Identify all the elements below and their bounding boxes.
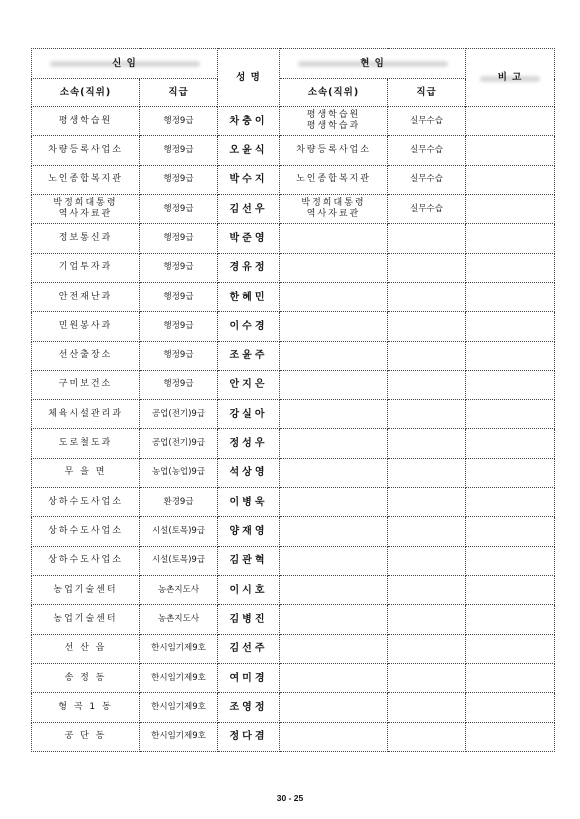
- current-grade-cell: 실무수습: [388, 165, 466, 194]
- new-dept-line: 농업기술센터: [53, 613, 118, 624]
- current-dept-cell: [280, 400, 388, 429]
- new-grade-cell: 행정9급: [140, 224, 218, 253]
- new-dept-cell: [32, 224, 140, 253]
- new-dept-line: 도로철도과: [58, 438, 113, 449]
- new-dept-line: 정보통신과: [58, 232, 113, 243]
- current-grade-cell: [388, 488, 466, 517]
- new-dept-cell: [32, 400, 140, 429]
- remarks-cell: [466, 429, 555, 458]
- current-dept-cell: [280, 693, 388, 722]
- name-cell: 양재영: [218, 517, 280, 546]
- current-dept-line: 차량등록사업소: [296, 144, 371, 155]
- table-row: [32, 517, 555, 546]
- new-dept-line: 선 산 읍: [64, 643, 107, 654]
- remarks-cell: [466, 282, 555, 311]
- new-dept-line: 안전재난과: [58, 291, 113, 302]
- remarks-cell: [466, 312, 555, 341]
- new-grade-cell: 한시임기제9호: [140, 634, 218, 663]
- table-row: [32, 107, 555, 136]
- new-dept-header: 소속(직위): [32, 79, 140, 107]
- current-dept-line-2: 평생학습과: [306, 121, 361, 132]
- current-grade-cell: 실무수습: [388, 194, 466, 223]
- current-grade-header: 직급: [388, 79, 466, 107]
- new-grade-cell: 시설(토목)9급: [140, 517, 218, 546]
- current-grade-cell: [388, 722, 466, 751]
- new-dept-cell: [32, 282, 140, 311]
- name-cell: 이병욱: [218, 488, 280, 517]
- new-grade-cell: 행정9급: [140, 107, 218, 136]
- remarks-cell: [466, 194, 555, 223]
- current-grade-cell: [388, 312, 466, 341]
- table-row: [32, 400, 555, 429]
- new-appointment-header: 신 임: [32, 49, 218, 79]
- new-grade-cell: 행정9급: [140, 136, 218, 165]
- new-dept-line: 민원봉사과: [58, 320, 113, 331]
- table-row: [32, 634, 555, 663]
- current-dept-cell: [280, 312, 388, 341]
- current-grade-cell: [388, 693, 466, 722]
- current-dept-cell: [280, 576, 388, 605]
- new-dept-cell: [32, 663, 140, 692]
- new-dept-line: 형 곡 1 동: [58, 701, 113, 712]
- new-dept-cell: [32, 194, 140, 223]
- table-row: [32, 429, 555, 458]
- remarks-cell: [466, 693, 555, 722]
- current-grade-cell: [388, 634, 466, 663]
- new-dept-cell: [32, 605, 140, 634]
- name-cell: 이수경: [218, 312, 280, 341]
- name-cell: 안지은: [218, 370, 280, 399]
- new-grade-cell: 농촌지도사: [140, 576, 218, 605]
- table-row: [32, 663, 555, 692]
- new-dept-cell: [32, 546, 140, 575]
- page-number: 30 - 25: [276, 793, 304, 803]
- new-grade-cell: 행정9급: [140, 312, 218, 341]
- current-dept-cell: [280, 517, 388, 546]
- new-dept-line: 무 을 면: [64, 467, 107, 478]
- new-dept-cell: [32, 136, 140, 165]
- name-cell: 한혜민: [218, 282, 280, 311]
- name-cell: 김선우: [218, 194, 280, 223]
- current-grade-cell: [388, 341, 466, 370]
- new-dept-line: 상하수도사업소: [48, 526, 123, 537]
- remarks-cell: [466, 488, 555, 517]
- table-row: [32, 693, 555, 722]
- remarks-cell: [466, 165, 555, 194]
- current-dept-cell: [280, 282, 388, 311]
- name-cell: 박준영: [218, 224, 280, 253]
- name-cell: 오윤식: [218, 136, 280, 165]
- new-grade-cell: 한시임기제9호: [140, 693, 218, 722]
- table-header-row-1: [32, 49, 555, 79]
- new-grade-header: 직급: [140, 79, 218, 107]
- new-dept-cell: [32, 165, 140, 194]
- new-grade-cell: 공업(전기)9급: [140, 429, 218, 458]
- name-cell: 경유정: [218, 253, 280, 282]
- remarks-cell: [466, 546, 555, 575]
- name-cell: 김선주: [218, 634, 280, 663]
- table-row: [32, 194, 555, 223]
- current-grade-cell: [388, 400, 466, 429]
- current-dept-line: 평생학습원: [306, 110, 361, 121]
- current-grade-cell: [388, 546, 466, 575]
- remarks-cell: [466, 224, 555, 253]
- new-dept-cell: [32, 312, 140, 341]
- new-dept-line: 선산출장소: [58, 350, 113, 361]
- table-row: [32, 224, 555, 253]
- new-dept-cell: [32, 576, 140, 605]
- name-cell: 여미경: [218, 663, 280, 692]
- new-grade-cell: 한시임기제9호: [140, 663, 218, 692]
- new-dept-line: 박정희대통령: [53, 198, 118, 209]
- current-grade-cell: [388, 282, 466, 311]
- new-dept-line: 농업기술센터: [53, 584, 118, 595]
- name-cell: 이시호: [218, 576, 280, 605]
- current-grade-cell: [388, 253, 466, 282]
- name-cell: 강실아: [218, 400, 280, 429]
- new-dept-line: 평생학습원: [58, 115, 113, 126]
- name-cell: 차충이: [218, 107, 280, 136]
- new-grade-cell: 행정9급: [140, 341, 218, 370]
- name-header: 성 명: [218, 49, 280, 107]
- current-dept-cell: [280, 165, 388, 194]
- new-dept-line: 상하수도사업소: [48, 496, 123, 507]
- current-dept-cell: [280, 224, 388, 253]
- new-grade-cell: 행정9급: [140, 282, 218, 311]
- current-dept-line: 박정희대통령: [301, 198, 366, 209]
- new-dept-line: 상하수도사업소: [48, 555, 123, 566]
- new-dept-cell: [32, 107, 140, 136]
- new-grade-cell: 농촌지도사: [140, 605, 218, 634]
- new-dept-line: 차량등록사업소: [48, 144, 123, 155]
- remarks-cell: [466, 722, 555, 751]
- new-dept-cell: [32, 722, 140, 751]
- current-grade-cell: [388, 663, 466, 692]
- new-dept-cell: [32, 517, 140, 546]
- current-dept-cell: [280, 663, 388, 692]
- current-grade-cell: [388, 576, 466, 605]
- current-grade-cell: [388, 458, 466, 487]
- current-dept-cell: [280, 253, 388, 282]
- new-dept-line: 체육시설관리과: [48, 408, 123, 419]
- name-cell: 조윤주: [218, 341, 280, 370]
- new-dept-line: 구미보건소: [58, 379, 113, 390]
- new-dept-cell: [32, 253, 140, 282]
- current-dept-cell: [280, 370, 388, 399]
- current-dept-cell: [280, 546, 388, 575]
- remarks-cell: [466, 107, 555, 136]
- remarks-cell: [466, 663, 555, 692]
- current-dept-cell: [280, 488, 388, 517]
- current-dept-cell: [280, 341, 388, 370]
- table-row: [32, 576, 555, 605]
- new-grade-cell: 시설(토목)9급: [140, 546, 218, 575]
- new-grade-cell: 행정9급: [140, 194, 218, 223]
- current-grade-cell: 실무수습: [388, 107, 466, 136]
- table-row: [32, 605, 555, 634]
- current-dept-cell: [280, 722, 388, 751]
- name-cell: 조영정: [218, 693, 280, 722]
- new-dept-line: 기업투자과: [58, 262, 113, 273]
- new-dept-cell: [32, 634, 140, 663]
- table-row: [32, 546, 555, 575]
- new-grade-cell: 행정9급: [140, 165, 218, 194]
- current-dept-line-2: 역사자료관: [306, 209, 361, 220]
- remarks-cell: [466, 136, 555, 165]
- name-cell: 박수지: [218, 165, 280, 194]
- name-cell: 정성우: [218, 429, 280, 458]
- new-dept-cell: [32, 458, 140, 487]
- current-dept-cell: [280, 136, 388, 165]
- current-dept-cell: [280, 107, 388, 136]
- new-dept-cell: [32, 488, 140, 517]
- current-dept-header: 소속(직위): [280, 79, 388, 107]
- table-row: [32, 722, 555, 751]
- remarks-cell: [466, 517, 555, 546]
- new-dept-cell: [32, 370, 140, 399]
- name-cell: 정다겸: [218, 722, 280, 751]
- remarks-cell: [466, 576, 555, 605]
- table-row: [32, 370, 555, 399]
- current-grade-cell: [388, 429, 466, 458]
- remarks-header: 비 고: [466, 49, 555, 107]
- name-cell: 김병진: [218, 605, 280, 634]
- current-grade-cell: [388, 517, 466, 546]
- current-dept-cell: [280, 194, 388, 223]
- table-body: [32, 107, 555, 752]
- current-dept-cell: [280, 605, 388, 634]
- new-dept-line: 송 정 동: [64, 672, 107, 683]
- new-grade-cell: 행정9급: [140, 370, 218, 399]
- table-row: [32, 136, 555, 165]
- current-grade-cell: [388, 370, 466, 399]
- new-grade-cell: 농업(농업)9급: [140, 458, 218, 487]
- new-dept-line: 노인종합복지관: [48, 174, 123, 185]
- current-dept-cell: [280, 458, 388, 487]
- remarks-cell: [466, 341, 555, 370]
- new-dept-cell: [32, 429, 140, 458]
- new-dept-line: 공 단 동: [64, 731, 107, 742]
- remarks-cell: [466, 253, 555, 282]
- current-dept-cell: [280, 429, 388, 458]
- table-row: [32, 341, 555, 370]
- table-row: [32, 458, 555, 487]
- table-row: [32, 488, 555, 517]
- remarks-cell: [466, 605, 555, 634]
- table-row: [32, 165, 555, 194]
- remarks-cell: [466, 458, 555, 487]
- remarks-cell: [466, 400, 555, 429]
- new-dept-cell: [32, 341, 140, 370]
- current-dept-cell: [280, 634, 388, 663]
- new-dept-cell: [32, 693, 140, 722]
- new-grade-cell: 공업(전기)9급: [140, 400, 218, 429]
- current-dept-line: 노인종합복지관: [296, 174, 371, 185]
- new-grade-cell: 행정9급: [140, 253, 218, 282]
- current-grade-cell: [388, 605, 466, 634]
- personnel-table: [31, 48, 555, 752]
- remarks-cell: [466, 634, 555, 663]
- name-cell: 김관혁: [218, 546, 280, 575]
- name-cell: 석상영: [218, 458, 280, 487]
- table-row: [32, 282, 555, 311]
- new-dept-line-2: 역사자료관: [58, 209, 113, 220]
- current-grade-cell: [388, 224, 466, 253]
- new-grade-cell: 한시임기제9호: [140, 722, 218, 751]
- table-row: [32, 312, 555, 341]
- remarks-cell: [466, 370, 555, 399]
- new-grade-cell: 환경9급: [140, 488, 218, 517]
- current-position-header: 현 임: [280, 49, 466, 79]
- current-grade-cell: 실무수습: [388, 136, 466, 165]
- table-row: [32, 253, 555, 282]
